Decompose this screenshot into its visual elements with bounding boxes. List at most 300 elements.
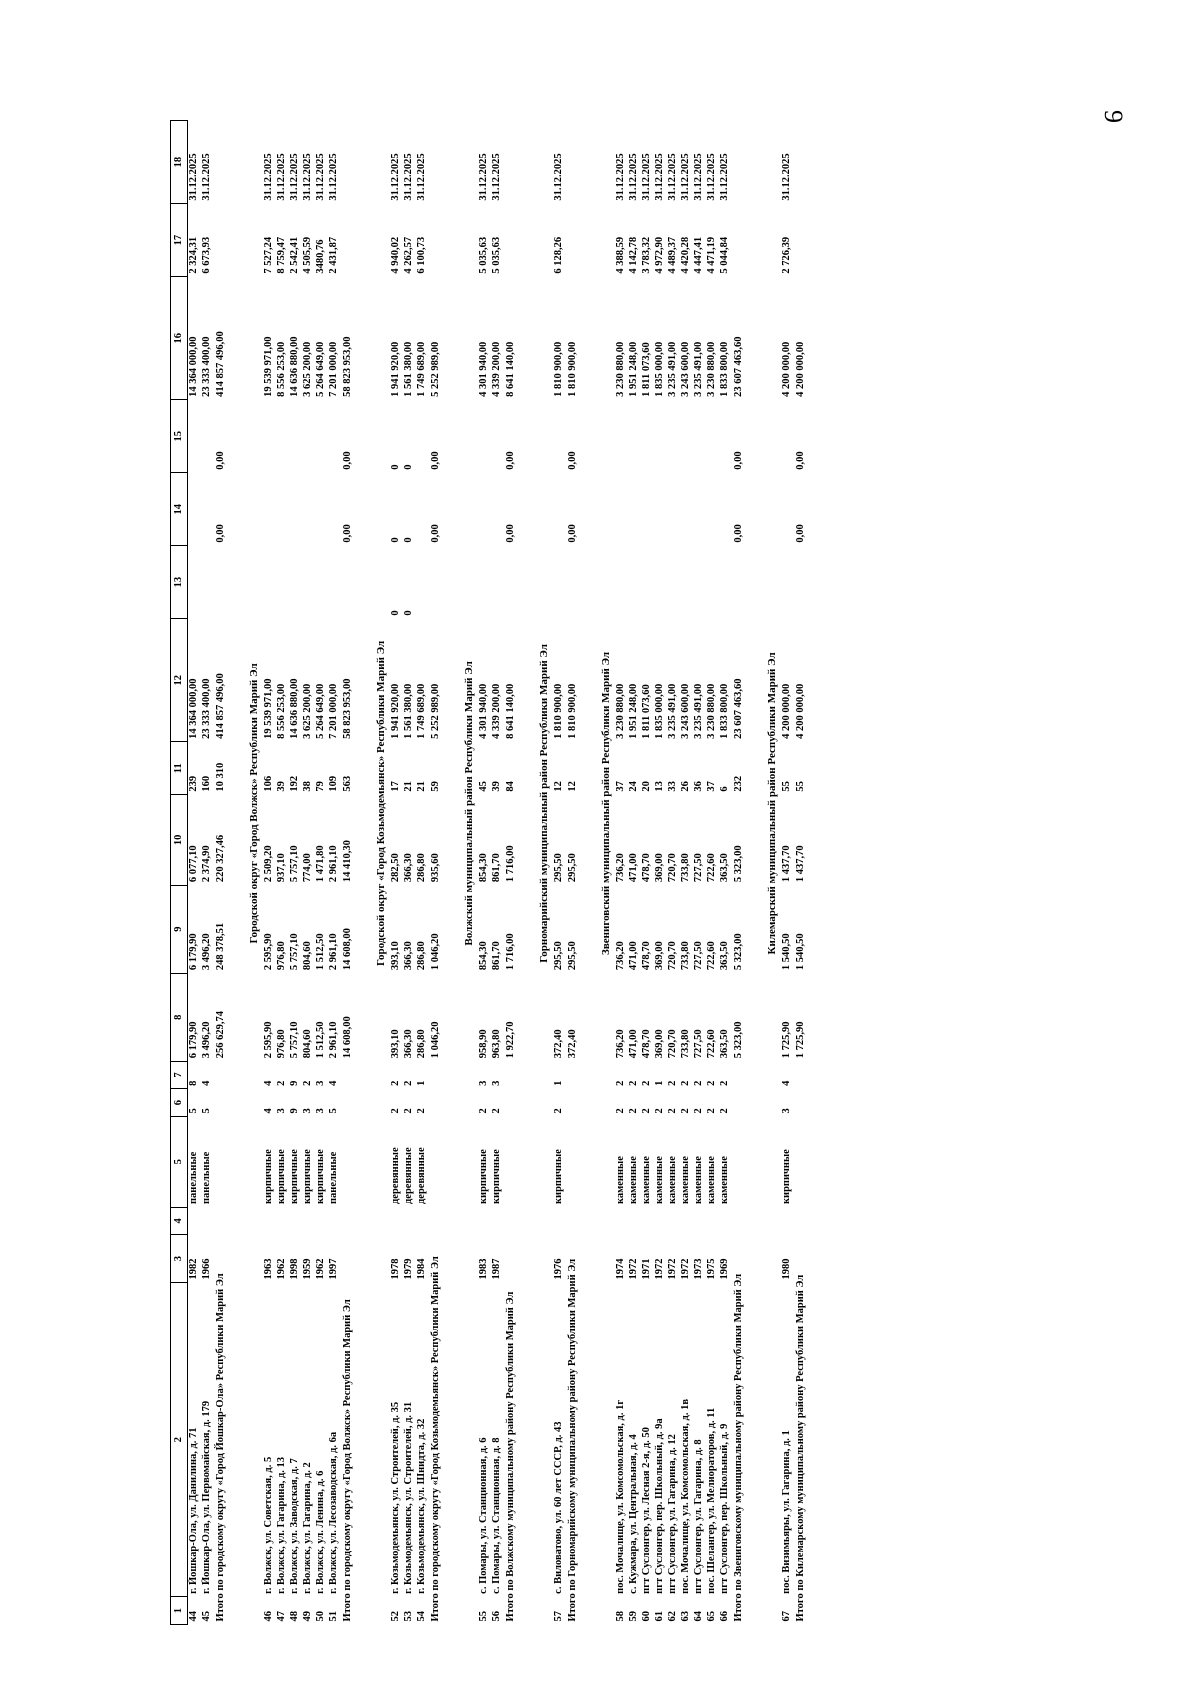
total-row xyxy=(214,121,228,1625)
total-cell: 0,00 xyxy=(794,451,806,470)
data-cell: 2 961,10 xyxy=(328,933,340,971)
data-cell xyxy=(315,546,328,619)
row-number: 57 xyxy=(553,1611,565,1622)
data-cell: 976,80 xyxy=(276,1029,288,1059)
data-cell xyxy=(302,1207,315,1235)
data-cell: 21 xyxy=(416,781,428,792)
data-cell: 1 561 380,00 xyxy=(403,683,415,739)
data-cell: кирпичные xyxy=(263,1149,275,1205)
row-number: 51 xyxy=(328,1611,340,1622)
total-cell xyxy=(504,546,518,619)
address-cell: пос. Мочалище, ул. Комсомольская, д. 1в xyxy=(680,1398,692,1594)
section-heading-row xyxy=(457,121,478,1625)
data-cell: 4 200 000,00 xyxy=(781,341,793,397)
data-cell: 45 xyxy=(478,781,490,792)
table-row xyxy=(315,121,328,1625)
data-cell: кирпичные xyxy=(302,1149,314,1205)
section-heading: Волжский муниципальный район Республики Марий Эл xyxy=(463,661,476,946)
data-cell: 8 556 253,00 xyxy=(276,683,288,739)
column-header: 14 xyxy=(171,473,188,546)
total-cell: 0,00 xyxy=(429,451,441,470)
table-row xyxy=(654,121,667,1625)
row-number: 62 xyxy=(667,1611,679,1622)
column-number-header xyxy=(171,121,188,1625)
data-cell: 733,80 xyxy=(680,853,692,883)
data-cell: 1 471,80 xyxy=(315,845,327,883)
data-cell: 1959 xyxy=(302,1258,314,1280)
table-row xyxy=(416,121,429,1625)
total-cell: 55 xyxy=(794,781,806,792)
address-cell: с. Помары, ул. Станционная, д. 6 xyxy=(478,1437,490,1594)
total-cell xyxy=(429,121,443,204)
data-cell xyxy=(654,1207,667,1235)
data-cell: 2 324,31 xyxy=(188,236,200,274)
data-cell: 4 142,78 xyxy=(628,236,640,274)
data-cell: 3 235 491,00 xyxy=(667,683,679,739)
data-cell: 736,20 xyxy=(615,941,627,971)
data-cell xyxy=(693,1207,706,1235)
data-cell: каменные xyxy=(628,1156,640,1205)
data-cell: 33 xyxy=(667,781,679,792)
data-cell: 3 235 491,00 xyxy=(693,683,705,739)
data-cell: 0 xyxy=(403,537,415,543)
address-cell: пгт Суслонгер, ул. Гагарина, д. 12 xyxy=(667,1434,679,1594)
total-cell xyxy=(214,546,228,619)
data-cell: 1963 xyxy=(263,1258,275,1280)
data-cell xyxy=(781,473,794,546)
data-cell: 5 044,84 xyxy=(719,236,731,274)
data-cell: 1962 xyxy=(315,1258,327,1280)
data-cell: 39 xyxy=(276,781,288,792)
total-cell: 58 823 953,00 xyxy=(341,336,353,397)
data-cell xyxy=(188,400,202,473)
spacer-row xyxy=(443,121,457,1625)
data-cell: 31.12.2025 xyxy=(302,153,314,201)
data-cell: 3 496,20 xyxy=(201,1021,213,1059)
data-cell: 5 264 649,00 xyxy=(315,683,327,739)
table-row xyxy=(263,121,276,1625)
total-cell xyxy=(566,546,580,619)
data-cell: 4 339 200,00 xyxy=(491,683,503,739)
column-header: 4 xyxy=(171,1207,188,1235)
data-cell: панельные xyxy=(201,1151,213,1205)
data-cell: 363,50 xyxy=(719,941,731,971)
data-cell: 55 xyxy=(781,781,793,792)
data-cell: 6 xyxy=(719,786,731,792)
table-row xyxy=(491,121,504,1625)
data-cell: 6 128,26 xyxy=(553,236,565,274)
data-cell: 1973 xyxy=(693,1258,705,1280)
data-cell: 861,70 xyxy=(491,853,503,883)
data-cell xyxy=(706,546,719,619)
data-cell: 2 961,10 xyxy=(328,1021,340,1059)
data-cell: 720,70 xyxy=(667,853,679,883)
data-cell: 727,50 xyxy=(693,941,705,971)
data-cell: деревянные xyxy=(403,1147,415,1205)
total-cell: 58 823 953,00 xyxy=(341,678,353,739)
total-cell xyxy=(566,121,580,204)
data-cell: кирпичные xyxy=(491,1149,503,1205)
data-cell: 295,50 xyxy=(553,853,565,883)
data-cell: 720,70 xyxy=(667,941,679,971)
total-cell: 1 725,90 xyxy=(794,1021,806,1059)
data-cell xyxy=(478,1207,491,1235)
data-cell: 26 xyxy=(680,781,692,792)
data-cell: каменные xyxy=(654,1156,666,1205)
total-cell: 1 810 900,00 xyxy=(566,341,578,397)
data-cell: 36 xyxy=(693,781,705,792)
total-cell xyxy=(214,121,228,204)
data-cell: 471,00 xyxy=(628,941,640,971)
data-cell: 2 xyxy=(706,1108,718,1114)
data-cell xyxy=(680,400,693,473)
data-cell: 3 230 880,00 xyxy=(706,341,718,397)
data-cell: 854,30 xyxy=(478,941,490,971)
data-cell: 478,70 xyxy=(641,853,653,883)
data-cell xyxy=(263,546,276,619)
data-cell: 31.12.2025 xyxy=(188,153,200,201)
data-cell: 23 333 400,00 xyxy=(201,336,213,397)
data-cell: 4 xyxy=(781,1080,793,1086)
data-cell: 363,50 xyxy=(719,853,731,883)
data-cell: 1 811 073,60 xyxy=(641,684,653,739)
data-cell: 0 xyxy=(403,464,415,470)
data-cell: 0 xyxy=(403,610,415,616)
data-cell: деревянные xyxy=(416,1147,428,1205)
data-cell: кирпичные xyxy=(553,1149,565,1205)
data-cell xyxy=(276,1207,289,1235)
total-cell xyxy=(794,204,808,277)
section-spacer xyxy=(760,121,781,546)
data-cell xyxy=(491,1207,504,1235)
data-cell xyxy=(706,1207,719,1235)
data-cell: 1 512,50 xyxy=(315,933,327,971)
total-cell: 248 378,51 xyxy=(214,922,226,971)
data-cell: 3 243 600,00 xyxy=(680,341,692,397)
data-cell: каменные xyxy=(706,1156,718,1205)
data-cell: 861,70 xyxy=(491,941,503,971)
table-body xyxy=(188,121,809,1625)
data-cell xyxy=(478,546,491,619)
data-cell xyxy=(276,473,289,546)
data-cell: 2 xyxy=(390,1108,402,1114)
total-cell: 1 716,00 xyxy=(504,933,516,971)
total-label: Итого по Килемарскому муниципальному району Республики Марий Эл xyxy=(794,1274,806,1622)
column-header: 1 xyxy=(171,1597,188,1625)
data-cell: 369,00 xyxy=(654,941,666,971)
total-cell: 12 xyxy=(566,781,578,792)
data-cell xyxy=(416,1207,429,1235)
row-number: 64 xyxy=(693,1611,705,1622)
total-label: Итого по городскому округу «Город Йошкар-Ола» Республики Марий Эл xyxy=(214,1273,226,1622)
total-cell: 8 641 140,00 xyxy=(504,683,516,739)
data-cell: 363,50 xyxy=(719,1029,731,1059)
column-header: 5 xyxy=(171,1117,188,1208)
total-label: Итого по Волжскому муниципальному району Республики Марий Эл xyxy=(504,1291,516,1622)
data-cell: 0 xyxy=(390,464,402,470)
data-cell: 4 200 000,00 xyxy=(781,683,793,739)
spacer-cell xyxy=(355,121,369,1625)
row-number: 53 xyxy=(403,1611,415,1622)
spacer-cell xyxy=(518,121,532,1625)
total-cell: 0,00 xyxy=(504,451,516,470)
data-cell xyxy=(641,473,654,546)
data-cell: 31.12.2025 xyxy=(628,153,640,201)
data-cell xyxy=(628,1207,641,1235)
address-cell: г. Козьмодемьянск, ул. Строителей, д. 31 xyxy=(403,1401,415,1594)
total-cell: 414 857 496,00 xyxy=(214,331,226,397)
data-cell: 286,80 xyxy=(416,1029,428,1059)
table-row xyxy=(390,121,403,1625)
data-cell: 1971 xyxy=(641,1258,653,1280)
data-cell: 24 xyxy=(628,781,640,792)
data-cell: 2 xyxy=(641,1108,653,1114)
total-cell: 1 437,70 xyxy=(794,845,806,883)
total-cell: 14 608,00 xyxy=(341,928,353,971)
data-cell: 8 556 253,00 xyxy=(276,341,288,397)
data-cell xyxy=(693,546,706,619)
data-cell xyxy=(289,473,302,546)
section-heading-row xyxy=(369,121,390,1625)
data-cell: 39 xyxy=(491,781,503,792)
data-cell: 4 505,59 xyxy=(302,236,314,274)
data-cell: 3 xyxy=(302,1108,314,1114)
data-cell: 1 941 920,00 xyxy=(390,683,402,739)
data-cell xyxy=(416,546,429,619)
data-cell xyxy=(289,546,302,619)
data-cell: 3 235 491,00 xyxy=(667,341,679,397)
total-cell: 0,00 xyxy=(566,451,578,470)
data-cell: 1976 xyxy=(553,1258,565,1280)
data-cell: 1969 xyxy=(719,1258,731,1280)
data-cell xyxy=(615,1207,628,1235)
data-cell: 1 540,50 xyxy=(781,933,793,971)
data-cell: 1984 xyxy=(416,1258,428,1280)
section-heading: Килемарский муниципальный район Республики Марий Эл xyxy=(766,652,779,955)
data-cell xyxy=(693,473,706,546)
data-cell xyxy=(615,546,628,619)
total-cell: 1 810 900,00 xyxy=(566,683,578,739)
data-cell: 12 xyxy=(553,781,565,792)
data-cell: 3 625 200,00 xyxy=(302,341,314,397)
data-cell: 4 940,02 xyxy=(390,236,402,274)
data-cell xyxy=(654,473,667,546)
data-cell: кирпичные xyxy=(315,1149,327,1205)
data-cell: каменные xyxy=(641,1156,653,1205)
table-row xyxy=(289,121,302,1625)
total-cell xyxy=(429,204,443,277)
data-cell: 1998 xyxy=(289,1258,301,1280)
data-cell: каменные xyxy=(719,1156,731,1205)
data-cell: 2 xyxy=(478,1108,490,1114)
total-cell: 59 xyxy=(429,781,441,792)
data-cell xyxy=(719,546,732,619)
data-cell: 4 471,19 xyxy=(706,236,718,274)
data-cell xyxy=(478,400,491,473)
data-cell: 4 xyxy=(201,1080,213,1086)
address-cell: пос. Мочалище, ул. Комсомольская, д. 1г xyxy=(615,1399,627,1594)
data-cell xyxy=(328,473,341,546)
row-number: 60 xyxy=(641,1611,653,1622)
row-number: 59 xyxy=(628,1611,640,1622)
data-cell: 2 xyxy=(403,1108,415,1114)
data-cell: 23 333 400,00 xyxy=(201,678,213,739)
data-cell: 1966 xyxy=(201,1258,213,1280)
table-row xyxy=(781,121,794,1625)
table-row xyxy=(201,121,214,1625)
spacer-cell xyxy=(746,121,760,1625)
section-spacer xyxy=(242,1061,263,1624)
data-cell: 31.12.2025 xyxy=(315,153,327,201)
data-cell: 21 xyxy=(403,781,415,792)
data-cell xyxy=(491,546,504,619)
row-number: 65 xyxy=(706,1611,718,1622)
row-number: 47 xyxy=(276,1611,288,1622)
data-cell xyxy=(641,546,654,619)
data-cell: 5 xyxy=(328,1108,340,1114)
total-cell xyxy=(504,121,518,204)
column-header: 2 xyxy=(171,1282,188,1596)
data-cell: 2 xyxy=(403,1080,415,1086)
row-number: 48 xyxy=(289,1611,301,1622)
total-cell: 1 046,20 xyxy=(429,1021,441,1059)
data-cell xyxy=(719,1207,732,1235)
data-cell: 733,80 xyxy=(680,941,692,971)
data-cell: 4 972,90 xyxy=(654,236,666,274)
data-cell xyxy=(654,400,667,473)
total-cell: 563 xyxy=(341,775,353,792)
data-cell xyxy=(628,400,641,473)
table-row xyxy=(403,121,416,1625)
column-header: 13 xyxy=(171,546,188,619)
data-cell: 854,30 xyxy=(478,853,490,883)
data-cell xyxy=(403,1207,416,1235)
data-cell: 2 726,39 xyxy=(781,236,793,274)
column-header: 16 xyxy=(171,277,188,400)
data-cell: 1972 xyxy=(628,1258,640,1280)
data-cell xyxy=(719,473,732,546)
data-cell: 31.12.2025 xyxy=(719,153,731,201)
data-cell: 1 561 380,00 xyxy=(403,341,415,397)
data-cell: 1 xyxy=(654,1080,666,1086)
total-cell: 84 xyxy=(504,781,516,792)
data-cell xyxy=(276,400,289,473)
total-cell xyxy=(429,546,443,619)
total-cell: 5 252 989,00 xyxy=(429,683,441,739)
data-cell: 3 496,20 xyxy=(201,933,213,971)
total-cell xyxy=(732,546,746,619)
data-cell: 5 035,63 xyxy=(478,236,490,274)
data-cell: 20 xyxy=(641,781,653,792)
data-cell: 4 301 940,00 xyxy=(478,341,490,397)
data-cell xyxy=(706,473,719,546)
data-cell: 286,80 xyxy=(416,941,428,971)
section-spacer xyxy=(594,1061,615,1624)
data-cell: 372,40 xyxy=(553,1029,565,1059)
data-cell: 109 xyxy=(328,775,340,792)
data-cell: 1974 xyxy=(615,1258,627,1280)
data-cell: 5 264 649,00 xyxy=(315,341,327,397)
data-cell: 736,20 xyxy=(615,853,627,883)
section-spacer xyxy=(457,1061,478,1624)
data-cell: 1962 xyxy=(276,1258,288,1280)
table-row xyxy=(641,121,654,1625)
data-cell: 1 941 920,00 xyxy=(390,341,402,397)
data-cell: 9 xyxy=(289,1080,301,1086)
total-cell: 0,00 xyxy=(794,524,806,543)
data-cell: 6 100,73 xyxy=(416,236,428,274)
total-row xyxy=(566,121,580,1625)
section-spacer xyxy=(532,1061,553,1624)
data-cell: 19 539 971,00 xyxy=(263,678,275,739)
data-cell: 9 xyxy=(289,1108,301,1114)
total-cell: 10 310 xyxy=(214,762,226,792)
data-cell xyxy=(478,473,491,546)
total-cell xyxy=(732,121,746,204)
data-cell: 1 835 000,00 xyxy=(654,341,666,397)
row-number: 45 xyxy=(201,1611,213,1622)
data-cell: 31.12.2025 xyxy=(478,153,490,201)
column-header: 7 xyxy=(171,1061,188,1089)
data-cell xyxy=(302,546,315,619)
total-cell: 414 857 496,00 xyxy=(214,673,226,739)
data-cell xyxy=(416,400,429,473)
data-cell: 1972 xyxy=(680,1258,692,1280)
table-row xyxy=(667,121,680,1625)
data-cell: 722,60 xyxy=(706,1029,718,1059)
row-number: 61 xyxy=(654,1611,666,1622)
total-cell: 5 323,00 xyxy=(732,845,744,883)
total-cell: 220 327,46 xyxy=(214,834,226,883)
data-cell xyxy=(719,400,732,473)
data-cell: 3 xyxy=(276,1108,288,1114)
data-cell: 5 035,63 xyxy=(491,236,503,274)
data-cell xyxy=(641,1207,654,1235)
total-cell: 935,60 xyxy=(429,853,441,883)
spacer-row xyxy=(518,121,532,1625)
data-cell: 6 179,90 xyxy=(188,1021,200,1059)
data-cell: 3 xyxy=(315,1080,327,1086)
row-number: 54 xyxy=(416,1611,428,1622)
data-cell xyxy=(491,473,504,546)
data-cell: 295,50 xyxy=(553,941,565,971)
total-cell: 256 629,74 xyxy=(214,1010,226,1059)
section-heading: Звениговский муниципальный район Республики Марий Эл xyxy=(600,651,613,955)
section-heading-row xyxy=(594,121,615,1625)
data-cell xyxy=(263,1207,276,1235)
total-cell: 0,00 xyxy=(732,524,744,543)
data-cell: 1972 xyxy=(667,1258,679,1280)
page-number: 9 xyxy=(1099,110,1128,123)
data-cell xyxy=(654,546,667,619)
data-cell: 2 595,90 xyxy=(263,933,275,971)
data-cell: 4 339 200,00 xyxy=(491,341,503,397)
data-cell xyxy=(680,1207,693,1235)
data-cell xyxy=(276,546,289,619)
section-spacer xyxy=(369,121,390,546)
data-cell xyxy=(781,400,794,473)
total-cell xyxy=(732,204,746,277)
address-cell: пгт Суслонгер, ул. Лесная 2-я, д. 50 xyxy=(641,1427,653,1594)
data-cell: 2 xyxy=(553,1108,565,1114)
data-cell: 2 xyxy=(667,1080,679,1086)
data-cell: 2 xyxy=(615,1108,627,1114)
data-cell: 3 xyxy=(781,1108,793,1114)
table-row xyxy=(680,121,693,1625)
address-cell: г. Волжск, ул. Ленина, д. 6 xyxy=(315,1470,327,1594)
data-cell: 4 388,59 xyxy=(615,236,627,274)
data-cell: 2 xyxy=(641,1080,653,1086)
